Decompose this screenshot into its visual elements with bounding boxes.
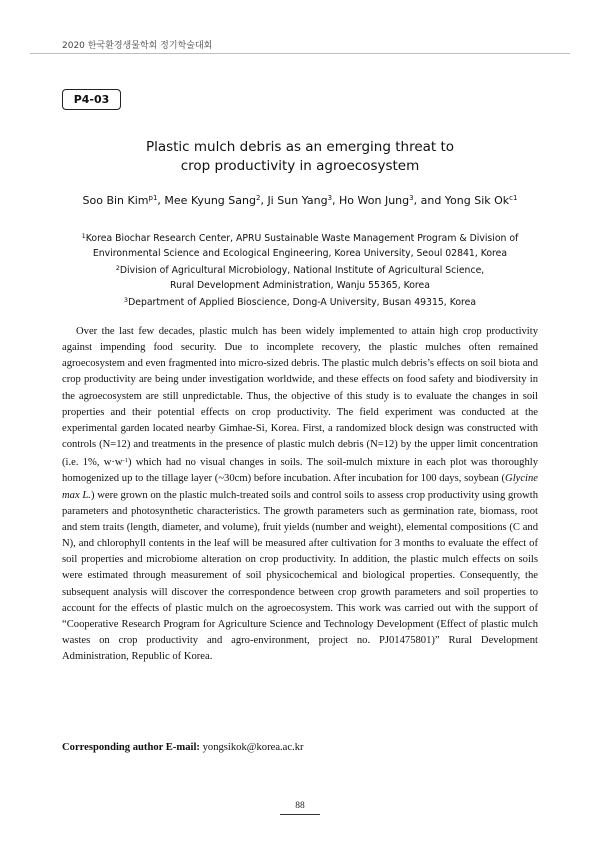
author-list <box>40 190 560 209</box>
paper-code-badge: P4-03 <box>62 89 121 110</box>
paper-title <box>62 138 538 176</box>
affiliation-line <box>50 229 550 247</box>
affiliation-list <box>50 229 550 311</box>
affiliation-line: Rural Development Administration, Wanju 55365, Korea <box>170 279 430 291</box>
page-number-rule <box>280 814 320 815</box>
affiliation-mark: 1 <box>81 232 86 240</box>
author-name: Yong Sik Ok <box>444 194 510 207</box>
author-separator: , <box>332 194 340 207</box>
affiliation-mark: 2 <box>115 264 120 272</box>
author-affiliation-mark: 3 <box>409 194 414 202</box>
affiliation-text: Division of Agricultural Microbiology, National Institute of Agricultural Science, <box>119 265 485 276</box>
affiliation-mark: 3 <box>123 296 129 304</box>
title-line-2: crop productivity in agroecosystem <box>180 158 420 174</box>
title-line-1: Plastic mulch debris as an emerging threat to <box>145 139 455 155</box>
affiliation-line: Environmental Science and Ecological Engineering, Korea University, Seoul 02841, Korea <box>92 247 508 259</box>
abstract-species-name: Glycine max L. <box>62 473 538 501</box>
abstract-body <box>62 324 538 665</box>
author-name: Ho Won Jung <box>339 194 410 207</box>
author-affiliation-mark: c1 <box>509 194 518 202</box>
abstract-text: Over the last few decades, plastic mulch has been widely implemented to attain high crop productivity against impending food security. Due to incomplete recovery, the plastic mulches often remained agroecosystem and even fragmented into micro-sized debris. The plastic mulch debris’s effects on soil biota and crop productivity are being under investigation worldwide, and these effects on food safety and biodiversity in the agroecosystem are still unpredictable. Thus, the objective of this study is to evaluate the changes in soil properties and their potential effects on crop productivity. The field experiment was conducted at the experimental garden located nearby Gimhae-Si, Korea. First, a randomized block design was constructed with controls (N=12) and treatments in the presence of plastic mulch debris (N=12) by the upper limit concentration (i.e. 1%, w·w <box>62 326 538 469</box>
corresponding-author <box>62 742 304 753</box>
author-affiliation-mark: 2 <box>255 194 261 202</box>
affiliation-text: Department of Applied Bioscience, Dong-A University, Busan 49315, Korea <box>128 297 477 308</box>
abstract-superscript: -1 <box>122 457 128 465</box>
contact-email: yongsikok@korea.ac.kr <box>202 742 304 753</box>
author-name: Ji Sun Yang <box>267 194 328 207</box>
abstract-text: ) were grown on the plastic mulch-treated soils and control soils to assess crop productivity using growth parameters and photosynthetic characteristics. The growth parameters such as germination rate, biomass, root and stem traits (length, diameter, and volume), fruit yields (number and weight), elemental compositions (C and N), and chlorophyll contents in the leaf will be measured after cultivation for 3 months to evaluate the effect of soil properties and microbiome alteration on crop productivity. In addition, the plastic mulch effects on soils were estimated through measurement of soil physicochemical and biological properties. Consequently, the subsequent analysis will discover the correspondence between crop growth parameters and soil properties to account for the effects of plastic mulch on the agroecosystem. This work was carried out with the support of “Cooperative Research Program for Agriculture Science and Technology Development (Effect of plastic mulch wastes on crop productivity and agro-environment, project no. PJ01475801)” Rural Development Administration, Republic of Korea. <box>62 489 538 663</box>
author-affiliation-mark: 3 <box>327 194 333 202</box>
author-name: Mee Kyung Sang <box>164 194 256 207</box>
abstract-text: ) which had no visual changes in soils. The soil-mulch mixture in each plot was thoroughly homogenized up to the tillage layer (~30cm) before incubation. After incubation for 100 days, soybean ( <box>62 457 538 485</box>
affiliation-text: Korea Biochar Research Center, APRU Sustainable Waste Management Program & Division of <box>85 233 519 244</box>
author-name: Soo Bin Kim <box>82 194 149 207</box>
contact-label: Corresponding author E-mail: <box>62 742 200 753</box>
author-separator: , <box>260 194 268 207</box>
affiliation-line <box>50 261 550 279</box>
author-affiliation-mark: p1 <box>148 194 158 202</box>
running-header: 2020 한국환경생물학회 정기학술대회 <box>62 41 213 51</box>
author-separator: , and <box>413 194 445 207</box>
author-separator: , <box>157 194 165 207</box>
page-number: 88 <box>295 801 305 811</box>
affiliation-line <box>50 293 550 311</box>
header-rule <box>30 53 570 54</box>
